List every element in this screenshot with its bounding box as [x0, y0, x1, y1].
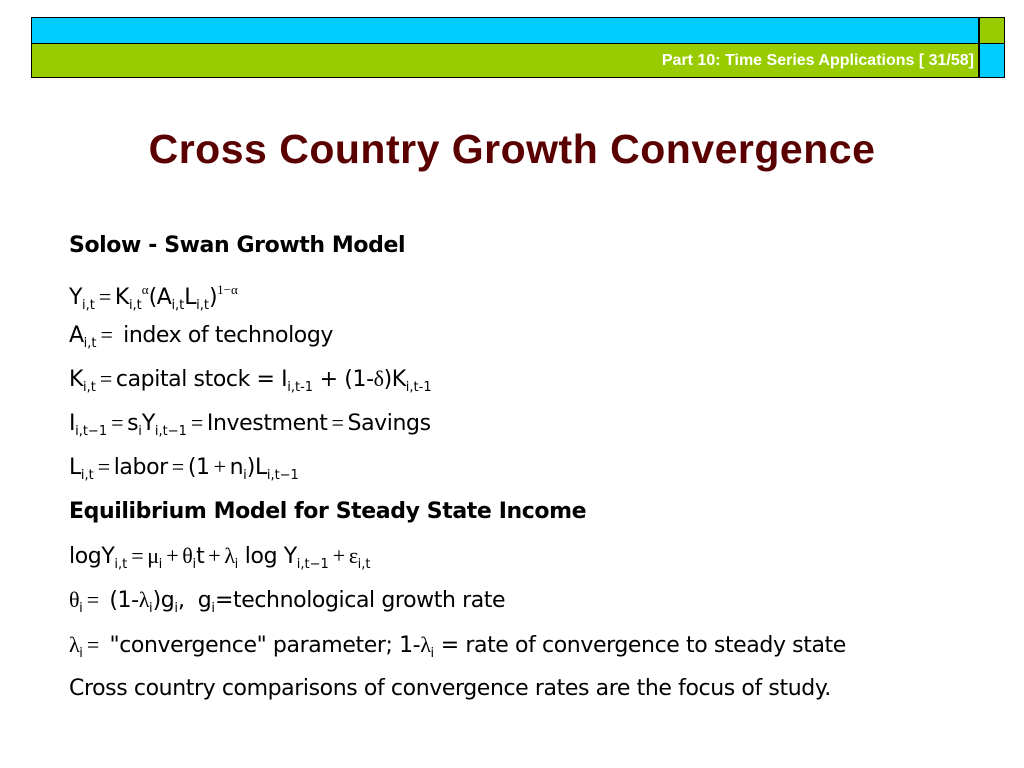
theta-definition: $\theta_i = (1-\lambda_i)g_i$, $g_i=technological$ growth rate: [69, 587, 506, 617]
header-bar-bottom: [31, 43, 979, 78]
lambda-definition: $\lambda_i$ = "convergence" parameter; $1-\lambda_i$ = rate of convergence to steady state: [69, 631, 846, 661]
closing-statement: Cross country comparisons of convergence rates are the focus of study.: [69, 675, 831, 701]
production-function: $Y_{i,t} = K_{i,t}^\alpha(A_{i,t}L_{i,t})^{1-\alpha}$: [69, 282, 238, 314]
solow-heading: Solow - Swan Growth Model: [69, 233, 406, 258]
technology-definition: $A_{i,t}$ = index of technology: [69, 321, 334, 351]
header-corner-square-top: [979, 17, 1005, 44]
header-bar-top: [31, 17, 979, 44]
slide-body: [69, 228, 1009, 715]
equilibrium-equation: $\log Y_{i,t} = \mu_i + \theta_it + \lambda_i$ $\log Y_{i,t-1} + \varepsilon_{i,t}$: [69, 543, 371, 573]
capital-definition: $K_{i,t}$ = capital stock = $I_{i,t-1} + (1-\delta)K_{i,t-1}$: [69, 365, 432, 395]
labor-definition: $L_{i,t}$ = labor = $(1 + n_i)L_{i,t-1}$: [69, 454, 299, 484]
slide-title: Cross Country Growth Convergence: [148, 126, 876, 172]
header-corner-square-bottom: [979, 43, 1005, 78]
investment-definition: $I_{i,t-1} = s_iY_{i,t-1}$ = Investment = Savings: [69, 410, 431, 440]
part-label: Part 10: Time Series Applications [ 31/58]: [661, 52, 974, 69]
equilibrium-heading: Equilibrium Model for Steady State Income: [69, 498, 587, 524]
